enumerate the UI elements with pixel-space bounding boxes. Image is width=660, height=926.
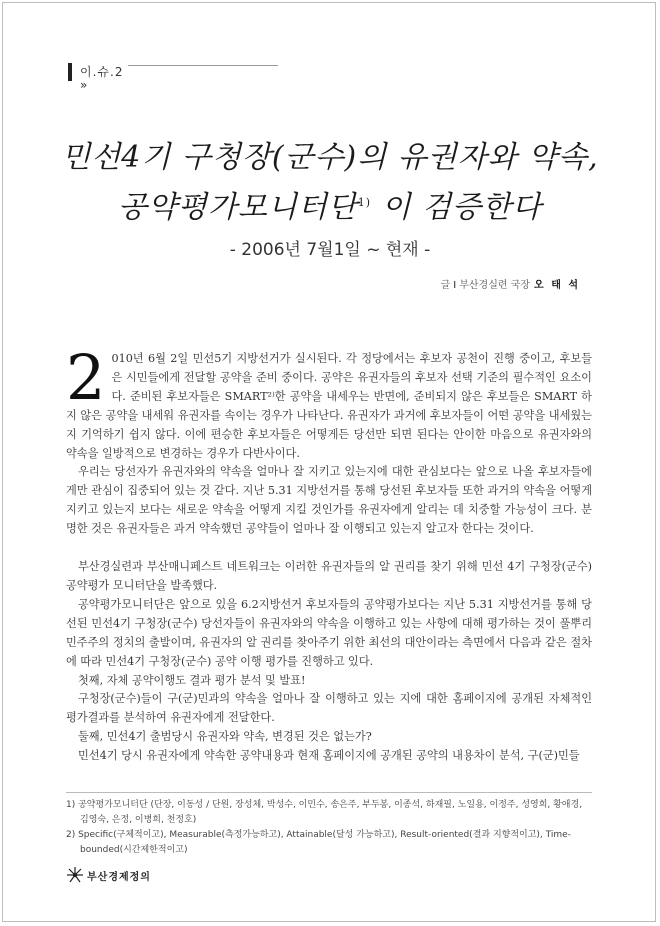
paragraph-5: 첫째, 자체 공약이행도 결과 평가 분석 및 발표!	[78, 673, 306, 687]
byline-author: 오 태 석	[534, 280, 580, 291]
paragraph-4: 공약평가모니터단은 앞으로 있을 6.2지방선거 후보자들의 공약평가보다는 지난 5.31 지방선거를 통해 당선된 민선4기 구청장(군수) 당선자들이 유권자와의 약속을 이행하고 있는 사항에 대해 평가하는 것이 풀뿌리 민주주의 정치의 출발이며, 유권자의 알 권리를 찾아주기 위한 최선의 대안이라는 측면에서 다음과 같은 절차에 따라 민선4기 구청장(군수) 공약 이행 평가를 진행하고 있다.	[66, 597, 592, 668]
title-footnote-marker: 1)	[357, 196, 372, 209]
footnote-2: 2) Specific(구체적이고), Measurable(측정가능하고), Attainable(달성 가능하고), Result-oriented(결과 지향적이고), Time-bounded(시간제한적이고)	[66, 830, 571, 855]
footnote-rule	[66, 792, 592, 793]
byline-org: 부산경실련 국장	[459, 280, 531, 291]
paragraph-2: 우리는 당선자가 유권자와의 약속을 얼마나 잘 지키고 있는지에 대한 관심보다는 앞으로 나올 후보자들에게만 관심이 집중되어 있는 것 같다. 지난 5.31 지방선거를 통해 당선된 후보자들 또한 과거의 약속을 어떻게 지키고 있는지 보다는 새로운 약속을 어떻게 지킬 것인가를 유권자에게 알리는 데 치중할 가능성이 크다. 분명한 것은 유권자들은 과거 약속했던 공약들이 얼마나 잘 이행되고 있는지 알고자 한다는 것이다.	[66, 465, 592, 536]
section-label: 이.슈.2	[80, 65, 124, 79]
title-line-1: 민선4기 구청장(군수)의 유권자와 약속,	[61, 140, 599, 175]
byline-separator: I	[453, 280, 457, 291]
byline-prefix: 글	[440, 280, 451, 291]
footer-logo-text: 부산경제정의	[87, 871, 151, 883]
sunburst-logo-icon	[66, 866, 84, 884]
header-rule	[128, 65, 278, 66]
footnotes	[66, 798, 592, 858]
paragraph-8: 민선4기 당시 유권자에게 약속한 공약내용과 현재 홈페이지에 공개된 공약의 내용차이 분석, 구(군)민들	[78, 749, 580, 763]
title-line-2	[0, 182, 660, 226]
footer-logo	[66, 866, 151, 884]
section-arrow: »	[80, 78, 88, 92]
footnote-1: 1) 공약평가모니터단 (단장, 이동성 / 단원, 장성체, 박성수, 이민수, 송은주, 부두봉, 이종석, 하재필, 노일용, 이정주, 성영희, 황애경, 김영숙, 은정, 이병희, 천정호)	[66, 800, 583, 825]
drop-cap: 2	[66, 341, 106, 414]
byline	[441, 276, 580, 291]
section-marker	[68, 63, 72, 81]
title-line-2-end: 이 검증한다	[371, 190, 543, 225]
title-line-2-main: 공약평가모니터단	[117, 190, 358, 225]
paragraph-3: 부산경실련과 부산매니페스트 네트워크는 이러한 유권자들의 알 권리를 찾기 위해 민선 4기 구청장(군수) 공약평가 모니터단을 발족했다.	[66, 560, 592, 592]
paragraph-1-text: 010년 6월 2일 민선5기 지방선거가 실시된다. 각 정당에서는 후보자 공천이 진행 중이고, 후보들은 시민들에게 전달할 공약을 준비 중이다. 공약은 유권자들의 후보자 선택 기준의 필수적인 요소이다. 준비된 후보자들은 SMART²⁾한 공약을 내세우는 반면에, 준비되지 않은 후보들은 SMART 하지 않은 공약을 내세워 유권자를 속이는 경우가 나타난다. 유권자가 과거에 후보자들이 어떤 공약을 내세웠는지 기억하기 쉽지 않다. 이에 편승한 후보자들은 어떻게든 당선만 되면 된다는 안이한 마음으로 유권자와의 약속을 일방적으로 변경하는 경우가 다반사이다.	[66, 352, 592, 460]
paragraph-gap	[66, 539, 592, 558]
paragraph-1	[66, 341, 592, 463]
subtitle: - 2006년 7월1일 ~ 현재 -	[229, 240, 431, 260]
paragraph-7: 둘째, 민선4기 출범당시 유권자와 약속, 변경된 것은 없는가?	[78, 730, 372, 744]
paragraph-6: 구청장(군수)들이 구(군)민과의 약속을 얼마나 잘 이행하고 있는 지에 대한 홈페이지에 공개된 자체적인 평가결과를 분석하여 유권자에게 전달한다.	[66, 692, 592, 725]
article-body	[66, 341, 592, 766]
